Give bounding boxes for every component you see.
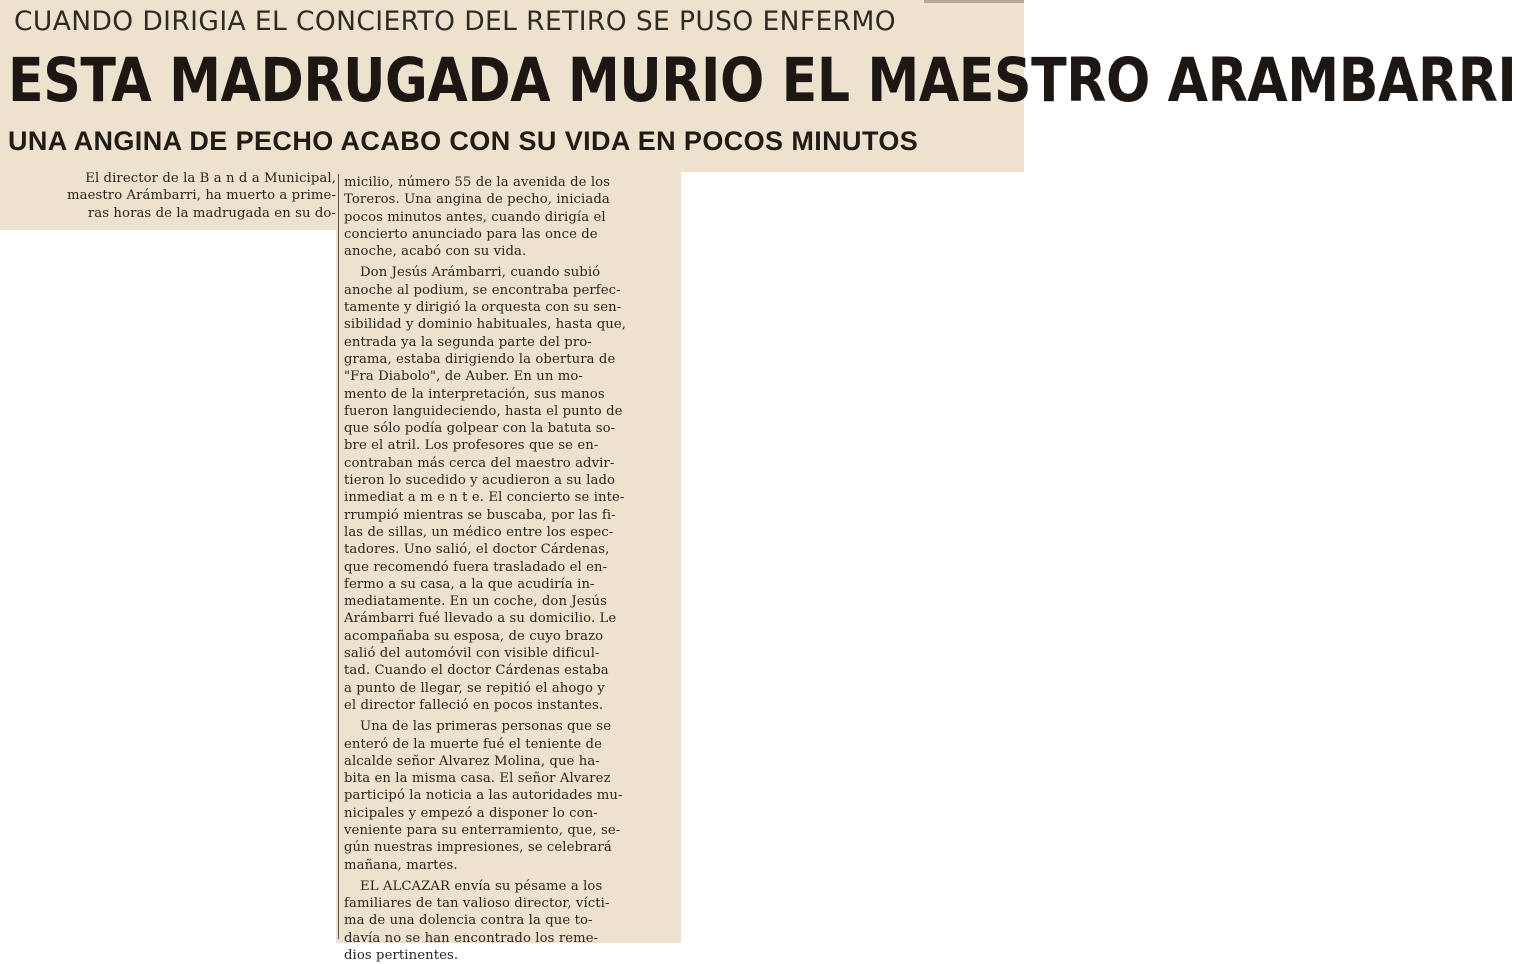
text-line: el director falleció en pocos instantes.	[344, 697, 604, 713]
text-line: enteró de la muerte fué el teniente de	[344, 736, 602, 752]
text-line: entrada ya la segunda parte del pro-	[344, 334, 592, 350]
text-line: bita en la misma casa. El señor Alvarez	[344, 771, 611, 787]
text-line: davía no se han encontrado los reme-	[344, 930, 599, 946]
text-line: bre el atril. Los profesores que se en-	[344, 438, 599, 454]
text-line: ma de una dolencia contra la que to-	[344, 913, 593, 929]
article-kicker: CUANDO DIRIGIA EL CONCIERTO DEL RETIRO SE PUSO ENFERMO	[14, 6, 896, 37]
text-line: inmediat a m e n t e. El concierto se inte-	[344, 490, 625, 506]
text-line: que sólo podía golpear con la batuta so-	[344, 421, 616, 437]
text-line: maestro Arámbarri, ha muerto a prime-	[67, 188, 336, 204]
text-line: alcalde señor Alvarez Molina, que ha-	[344, 753, 600, 769]
text-line: tadores. Uno salió, el doctor Cárdenas,	[344, 542, 610, 558]
text-line: familiares de tan valioso director, vícti-	[344, 896, 610, 912]
text-line: que recomendó fuera trasladado el en-	[344, 559, 608, 575]
text-line: participó la noticia a las autoridades mu-	[344, 788, 623, 804]
text-line: anoche, acabó con su vida.	[344, 244, 527, 260]
left-column-text	[8, 170, 336, 222]
text-line: fermo a su casa, a la que acudiría in-	[344, 576, 595, 592]
text-line: fueron languideciendo, hasta el punto de	[344, 403, 623, 419]
text-line: rrumpió mientras se buscaba, por las fi-	[344, 507, 616, 523]
text-line: tieron lo sucedido y acudieron a su lado	[344, 473, 616, 489]
text-line: mediatamente. En un coche, don Jesús	[344, 594, 607, 610]
text-line: grama, estaba dirigiendo la obertura de	[344, 351, 616, 367]
text-line: anoche al podium, se encontraba perfec-	[344, 282, 621, 298]
text-line: mento de la interpretación, sus manos	[344, 386, 605, 402]
text-line: "Fra Diabolo", de Auber. En un mo-	[344, 369, 583, 385]
text-line: tamente y dirigió la orquesta con su sen-	[344, 300, 622, 316]
article-headline: ESTA MADRUGADA MURIO EL MAESTRO ARAMBARRI	[8, 45, 1516, 116]
text-line: Arámbarri fué llevado a su domicilio. Le	[344, 611, 617, 627]
text-line: contraban más cerca del maestro advir-	[344, 455, 615, 471]
text-line: pocos minutos antes, cuando dirigía el	[344, 209, 606, 225]
text-line: mañana, martes.	[344, 857, 458, 873]
text-line: gún nuestras impresiones, se celebrará	[344, 840, 612, 856]
text-line: Don Jesús Arámbarri, cuando subió	[360, 265, 601, 281]
text-line: Toreros. Una angina de pecho, iniciada	[344, 192, 610, 208]
text-line: salió del automóvil con visible dificul-	[344, 646, 600, 662]
text-line: tad. Cuando el doctor Cárdenas estaba	[344, 663, 609, 679]
article-subheadline: UNA ANGINA DE PECHO ACABO CON SU VIDA EN POCOS MINUTOS	[8, 126, 919, 156]
right-column-text	[344, 174, 676, 964]
text-line: EL ALCAZAR envía su pésame a los	[360, 878, 603, 894]
text-line: ras horas de la madrugada en su do-	[87, 205, 336, 221]
text-line: El director de la B a n d a Municipal,	[85, 171, 336, 186]
clipping-edge	[924, 0, 1024, 3]
text-line: concierto anunciado para las once de	[344, 226, 598, 242]
text-line: micilio, número 55 de la avenida de los	[344, 175, 611, 190]
text-line: nicipales y empezó a disponer lo con-	[344, 805, 598, 821]
text-line: dios pertinentes.	[344, 948, 459, 964]
text-line: veniente para su enterramiento, que, se-	[344, 822, 621, 838]
text-line: las de sillas, un médico entre los espec-	[344, 524, 614, 540]
text-line: acompañaba su esposa, de cuyo brazo	[344, 628, 604, 644]
text-line: a punto de llegar, se repitió el ahogo y	[344, 680, 605, 696]
text-line: sibilidad y dominio habituales, hasta que,	[344, 317, 627, 333]
text-line: Una de las primeras personas que se	[360, 719, 612, 735]
column-rule	[338, 174, 339, 939]
